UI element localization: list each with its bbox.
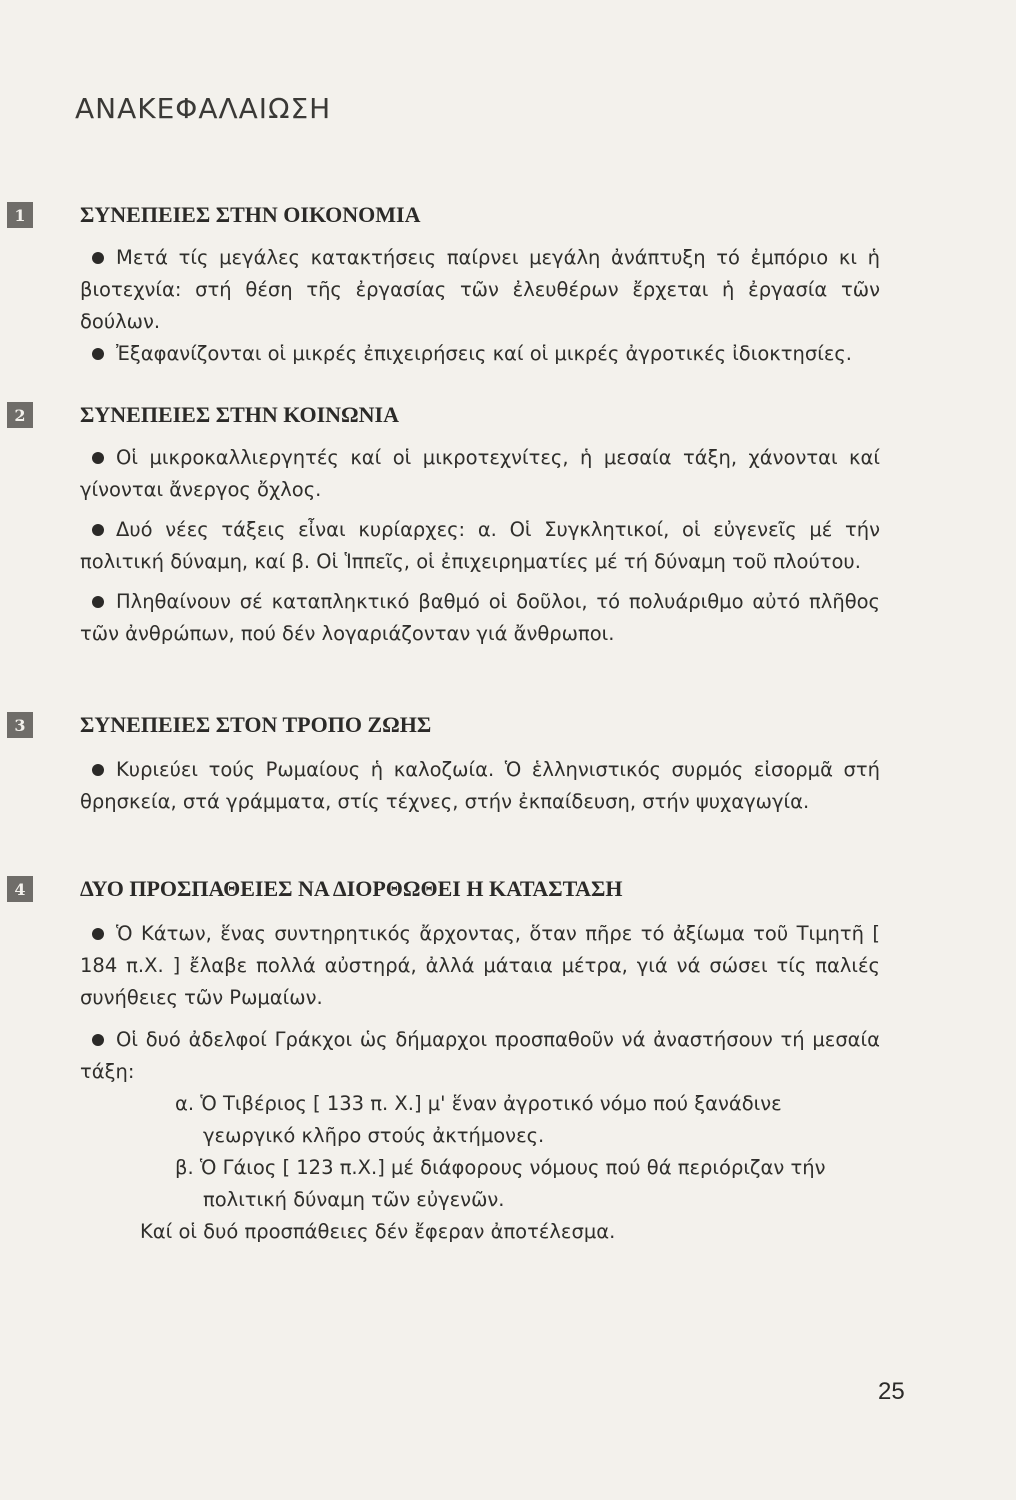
section-number-badge: 1 [7, 202, 33, 228]
bullet-icon [92, 928, 104, 940]
bullet-paragraph: Δυό νέες τάξεις εἶναι κυρίαρχες: α. Οἱ Συγκλητικοί, οἱ εὐγενεῖς μέ τήν πολιτική δύναμη, καί β. Οἱ Ἱππεῖς, οἱ ἐπιχειρηματίες μέ τή δύναμη τοῦ πλούτου. [80, 518, 880, 573]
bullet-paragraph: Οἱ μικροκαλλιεργητές καί οἱ μικροτεχνίτες, ἡ μεσαία τάξη, χάνονται καί γίνονται ἄνεργος ὄχλος. [80, 446, 880, 501]
section-number-badge: 4 [7, 876, 33, 902]
section-heading: ΣΥΝΕΠΕΙΕΣ ΣΤΗΝ ΚΟΙΝΩΝΙΑ [80, 402, 399, 427]
bullet-icon [92, 596, 104, 608]
bullet-paragraph: Οἱ δυό ἀδελφοί Γράκχοι ὡς δήμαρχοι προσπαθοῦν νά ἀναστήσουν τή μεσαία τάξη: [80, 1028, 880, 1083]
bullet-icon [92, 348, 104, 360]
section-number-badge: 2 [7, 402, 33, 428]
page-title: ΑΝΑΚΕΦΑΛΑΙΩΣΗ [75, 92, 332, 125]
bullet-icon [92, 764, 104, 776]
section-body [80, 918, 880, 1248]
section-body [80, 242, 880, 370]
closing-sentence: Καί οἱ δυό προσπάθειες δέν ἔφεραν ἀποτέλεσμα. [140, 1220, 616, 1243]
bullet-paragraph: Μετά τίς μεγάλες κατακτήσεις παίρνει μεγάλη ἀνάπτυξη τό ἐμπόριο κι ἡ βιοτεχνία: στή θέση τῆς ἐργασίας τῶν ἐλευθέρων ἔρχεται ἡ ἐργασία τῶν δούλων. [80, 246, 880, 333]
sub-item-list [175, 1088, 880, 1216]
bullet-paragraph: Ἐξαφανίζονται οἱ μικρές ἐπιχειρήσεις καί οἱ μικρές ἀγροτικές ἰδιοκτησίες. [80, 338, 880, 370]
section-body [80, 754, 880, 818]
bullet-paragraph: Κυριεύει τούς Ρωμαίους ἡ καλοζωία. Ὁ ἑλληνιστικός συρμός εἰσορμᾶ στή θρησκεία, στά γράμματα, στίς τέχνες, στήν ἐκπαίδευση, στήν ψυχαγωγία. [80, 758, 880, 813]
page-number: 25 [878, 1378, 905, 1405]
list-item: α. Ὁ Τιβέριος [ 133 π. Χ.] μ' ἕναν ἀγροτικό νόμο πού ξανάδινε γεωργικό κλῆρο στούς ἀκτήμονες. [175, 1092, 782, 1147]
bullet-icon [92, 524, 104, 536]
section-body [80, 442, 880, 650]
section-heading: ΔΥΟ ΠΡΟΣΠΑΘΕΙΕΣ ΝΑ ΔΙΟΡΘΩΘΕΙ Η ΚΑΤΑΣΤΑΣΗ [80, 876, 623, 901]
list-item: β. Ὁ Γάιος [ 123 π.Χ.] μέ διάφορους νόμους πού θά περιόριζαν τήν πολιτική δύναμη τῶν εὐγενῶν. [175, 1156, 826, 1211]
bullet-icon [92, 1034, 104, 1046]
bullet-icon [92, 452, 104, 464]
section-heading: ΣΥΝΕΠΕΙΕΣ ΣΤΗΝ ΟΙΚΟΝΟΜΙΑ [80, 202, 421, 227]
bullet-paragraph: Πληθαίνουν σέ καταπληκτικό βαθμό οἱ δοῦλοι, τό πολυάριθμο αὐτό πλῆθος τῶν ἀνθρώπων, πού δέν λογαριάζονταν γιά ἄνθρωποι. [80, 590, 880, 645]
section-number-badge: 3 [7, 712, 33, 738]
section-heading: ΣΥΝΕΠΕΙΕΣ ΣΤΟΝ ΤΡΟΠΟ ΖΩΗΣ [80, 712, 432, 737]
bullet-icon [92, 252, 104, 264]
bullet-paragraph: Ὁ Κάτων, ἕνας συντηρητικός ἄρχοντας, ὅταν πῆρε τό ἀξίωμα τοῦ Τιμητῆ [ 184 π.Χ. ] ἔλαβε πολλά αὐστηρά, ἀλλά μάταια μέτρα, γιά νά σώσει τίς παλιές συνήθειες τῶν Ρωμαίων. [80, 922, 880, 1009]
